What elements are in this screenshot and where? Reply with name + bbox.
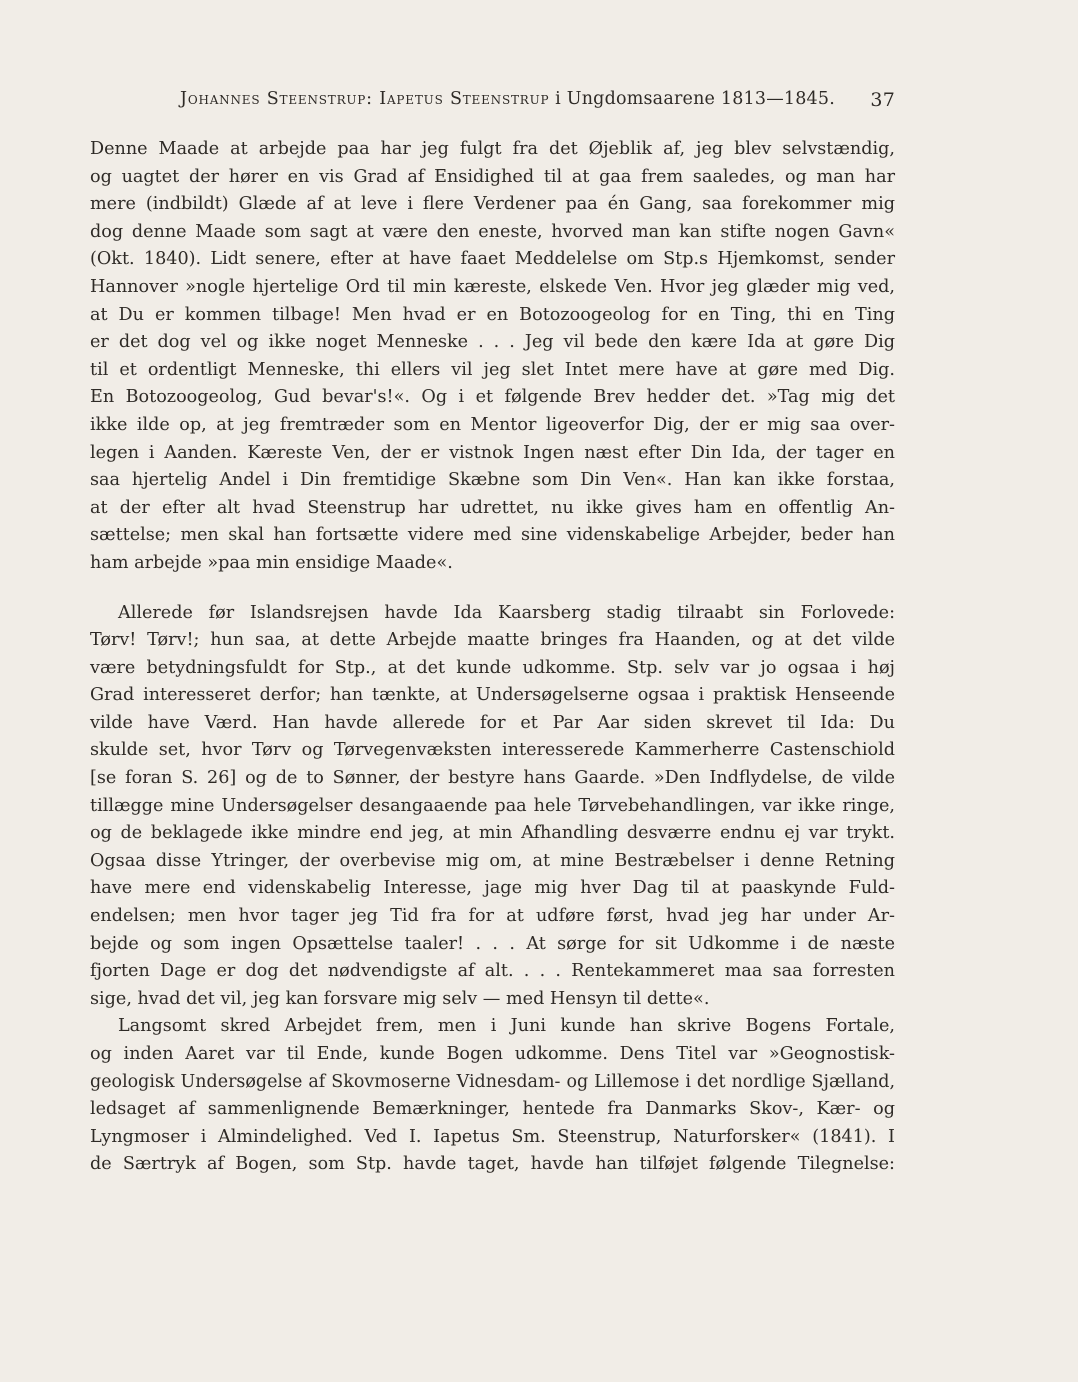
- text-line: sættelse; men skal han fortsætte videre med sine videnskabelige Arbejder, beder han: [90, 525, 895, 546]
- running-head: [180, 89, 895, 115]
- text-line: Denne Maade at arbejde paa har jeg fulgt fra det Øjeblik af, jeg blev selvstændig,: [90, 139, 895, 159]
- text-line: geologisk Undersøgelse af Skovmoserne Vidnesdam- og Lillemose i det nordlige Sjælland,: [90, 1071, 895, 1092]
- text-line: Grad interesseret derfor; han tænkte, at Undersøgelserne ogsaa i praktisk Henseende: [90, 685, 895, 706]
- text-line: [se foran S. 26] og de to Sønner, der bestyre hans Gaarde. »Den Indflydelse, de vilde: [90, 768, 895, 789]
- text-line: legen i Aanden. Kæreste Ven, der er vistnok Ingen næst efter Din Ida, der tager en: [90, 442, 895, 463]
- text-line: tillægge mine Undersøgelser desangaaende paa hele Tørvebehandlingen, var ikke ringe,: [90, 795, 895, 816]
- text-line: Ogsaa disse Ytringer, der overbevise mig om, at mine Bestræbelser i denne Retning: [90, 850, 895, 871]
- text-line: Allerede før Islandsrejsen havde Ida Kaarsberg stadig tilraabt sin Forlovede:: [118, 602, 895, 623]
- text-line: og uagtet der hører en vis Grad af Ensidighed til at gaa frem saaledes, og man har: [90, 166, 895, 187]
- page-number: 37: [870, 89, 895, 111]
- text-line: dog denne Maade som sagt at være den eneste, hvorved man kan stifte nogen Gavn«: [90, 221, 895, 242]
- text-line: og inden Aaret var til Ende, kunde Bogen udkomme. Dens Titel var »Geognostisk-: [90, 1044, 895, 1064]
- text-line: de Særtryk af Bogen, som Stp. havde taget, havde han tilføjet følgende Tilegnelse:: [90, 1154, 895, 1175]
- paragraph-2: [90, 600, 895, 1014]
- text-line: Lyngmoser i Almindelighed. Ved I. Iapetus Sm. Steenstrup, Naturforsker« (1841). I: [90, 1126, 895, 1147]
- text-line: at Du er kommen tilbage! Men hvad er en Botozoogeolog for en Ting, thi en Ting: [90, 304, 895, 325]
- text-line: skulde set, hvor Tørv og Tørvegenvæksten interesserede Kammerherre Castenschiold: [90, 740, 895, 761]
- text-line: fjorten Dage er dog det nødvendigste af alt. . . . Rentekammeret maa saa forresten: [90, 961, 895, 982]
- text-line: Hannover »nogle hjertelige Ord til min kæreste, elskede Ven. Hvor jeg glæder mig ved,: [90, 276, 895, 297]
- body-text: [90, 136, 895, 1179]
- running-head-author: Johannes Steenstrup: Iapetus Steenstrup: [180, 89, 550, 109]
- text-line: ham arbejde »paa min ensidige Maade«.: [90, 552, 453, 573]
- text-line: sige, hvad det vil, jeg kan forsvare mig selv — med Hensyn til dette«.: [90, 988, 710, 1009]
- text-line: ledsaget af sammenlignende Bemærkninger, hentede fra Danmarks Skov-, Kær- og: [90, 1099, 895, 1120]
- text-line: have mere end videnskabelig Interesse, jage mig hver Dag til at paaskynde Fuld-: [90, 878, 895, 899]
- running-head-title: [180, 89, 835, 109]
- text-line: (Okt. 1840). Lidt senere, efter at have faaet Meddelelse om Stp.s Hjemkomst, sender: [90, 249, 895, 270]
- text-line: En Botozoogeolog, Gud bevar's!«. Og i et følgende Brev hedder det. »Tag mig det: [90, 387, 895, 408]
- text-line: Tørv! Tørv!; hun saa, at dette Arbejde maatte bringes fra Haanden, og at det vilde: [90, 630, 895, 651]
- text-line: ikke ilde op, at jeg fremtræder som en Mentor ligeoverfor Dig, der er mig saa over-: [90, 414, 895, 435]
- paragraph-1: [90, 136, 895, 578]
- text-line: saa hjertelig Andel i Din fremtidige Skæbne som Din Ven«. Han kan ikke forstaa,: [90, 470, 895, 491]
- text-line: er det dog vel og ikke noget Menneske . . . Jeg vil bede den kære Ida at gøre Dig: [90, 332, 895, 353]
- text-line: endelsen; men hvor tager jeg Tid fra for at udføre først, hvad jeg har under Ar-: [90, 906, 895, 927]
- text-line: bejde og som ingen Opsættelse taaler! . . . At sørge for sit Udkomme i de næste: [90, 933, 895, 954]
- text-line: mere (indbildt) Glæde af at leve i flere Verdener paa én Gang, saa forekommer mig: [90, 194, 895, 215]
- text-line: vilde have Værd. Han havde allerede for et Par Aar siden skrevet til Ida: Du: [90, 712, 895, 733]
- text-line: til et ordentligt Menneske, thi ellers vil jeg slet Intet mere have at gøre med Dig.: [90, 359, 895, 380]
- paragraph-spacer: [90, 578, 895, 600]
- paragraph-3: [90, 1013, 895, 1179]
- text-line: Langsomt skred Arbejdet frem, men i Juni kunde han skrive Bogens Fortale,: [118, 1016, 895, 1037]
- running-head-subtitle: i Ungdomsaarene 1813—1845.: [549, 89, 835, 109]
- text-line: at der efter alt hvad Steenstrup har udrettet, nu ikke gives ham en offentlig An-: [90, 497, 895, 518]
- text-line: være betydningsfuldt for Stp., at det kunde udkomme. Stp. selv var jo ogsaa i høj: [90, 657, 895, 678]
- text-line: og de beklagede ikke mindre end jeg, at min Afhandling desværre endnu ej var trykt.: [90, 823, 895, 844]
